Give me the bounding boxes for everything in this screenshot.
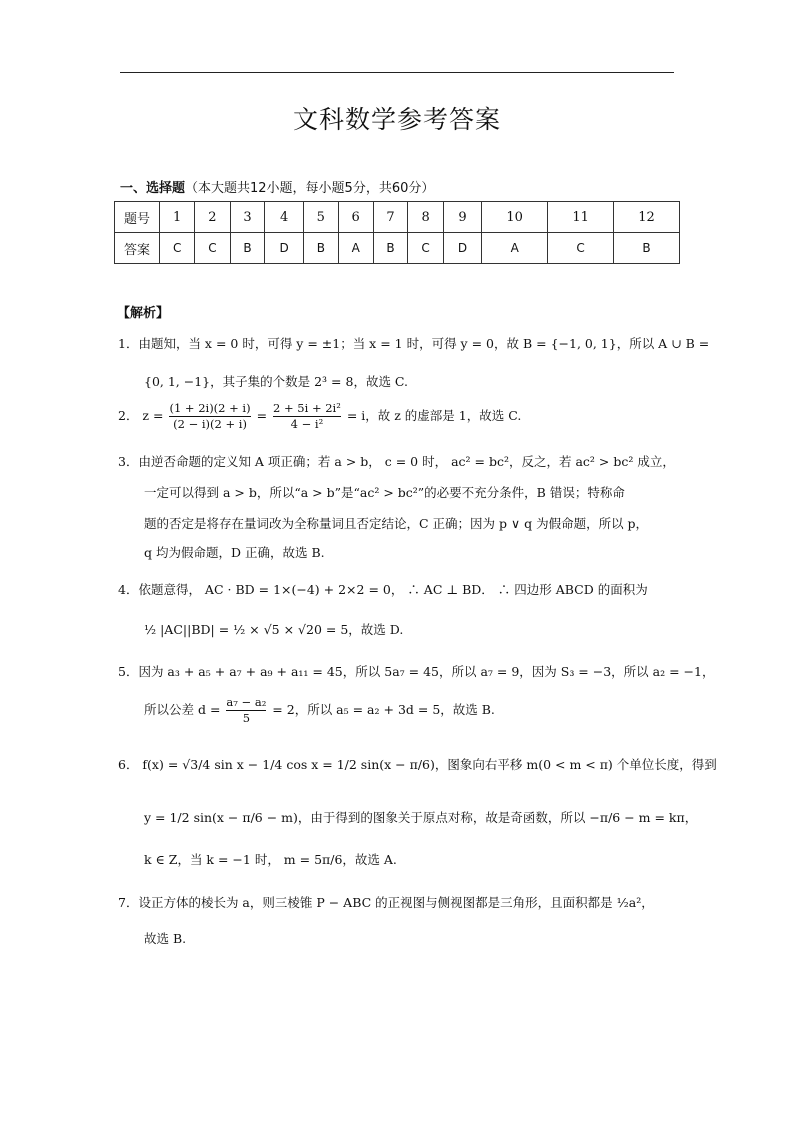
answer-cell: B (373, 233, 408, 264)
solution-1-line-1: 1．由题知，当 x = 0 时，可得 y = ±1；当 x = 1 时，可得 y = 0，故 B = {−1, 0, 1}，所以 A ∪ B = (118, 336, 710, 351)
solution-6-line-2: y = 1/2 sin(x − π/6 − m)，由于得到的图象关于原点对称，故是奇函数，所以 −π/6 − m = kπ， (144, 810, 698, 825)
solution-5-line-2 (144, 695, 495, 726)
question-number: 12 (614, 202, 680, 233)
row-label-number: 题号 (115, 202, 160, 233)
answer-cell: C (195, 233, 230, 264)
solution-6-line-3: k ∈ Z，当 k = −1 时， m = 5π/6，故选 A. (144, 852, 397, 867)
answer-table (114, 201, 680, 264)
question-number: 3 (230, 202, 265, 233)
solution-6-line-1: 6． f(x) = √3/4 sin x − 1/4 cos x = 1/2 sin(x − π/6)，图象向右平移 m(0 < m < π) 个单位长度，得到 (118, 757, 717, 772)
solution-2-rhs: = i，故 z 的虚部是 1，故选 C. (346, 408, 522, 423)
solution-2-lhs: 2． z = (118, 408, 164, 423)
answer-cell: A (482, 233, 548, 264)
question-number: 11 (548, 202, 614, 233)
solution-3-line-4: q 均为假命题，D 正确，故选 B. (144, 545, 325, 560)
solution-3-line-3: 题的否定是将存在量词改为全称量词且否定结论，C 正确；因为 p ∨ q 为假命题，所以 p， (144, 516, 649, 531)
fraction-numerator: (1 + 2i)(2 + i) (169, 401, 251, 415)
solution-1-line-2: {0, 1, −1}，其子集的个数是 2³ = 8，故选 C. (144, 374, 409, 389)
solution-4-line-1: 4．依题意得， AC · BD = 1×(−4) + 2×2 = 0， ∴ AC ⊥ BD． ∴ 四边形 ABCD 的面积为 (118, 582, 648, 597)
answer-cell: B (230, 233, 265, 264)
solution-5-lhs: 所以公差 d = (144, 702, 221, 717)
section-heading (120, 177, 434, 196)
question-number: 2 (195, 202, 230, 233)
solution-4-line-2: ½ |AC||BD| = ½ × √5 × √20 = 5，故选 D. (144, 622, 404, 637)
fraction (169, 401, 250, 432)
answer-cell: B (303, 233, 338, 264)
question-number: 9 (443, 202, 482, 233)
section-note: （本大题共12小题，每小题5分，共60分） (185, 181, 435, 196)
question-number: 5 (303, 202, 338, 233)
answer-cell: A (338, 233, 373, 264)
table-row-answers (115, 233, 680, 264)
fraction-denominator: (2 − i)(2 + i) (169, 416, 250, 432)
row-label-answer: 答案 (115, 233, 160, 264)
page-title: 文科数学参考答案 (292, 105, 501, 134)
fraction-numerator: a₇ − a₂ (226, 695, 267, 709)
solution-7-line-2: 故选 B. (144, 931, 187, 946)
section-title: 一、选择题 (120, 181, 186, 196)
analysis-heading: 【解析】 (117, 306, 170, 321)
header-rule (120, 72, 674, 73)
fraction-denominator: 5 (226, 710, 266, 726)
answer-cell: C (408, 233, 443, 264)
question-number: 10 (482, 202, 548, 233)
fraction-numerator: 2 + 5i + 2i² (273, 401, 341, 415)
answer-cell: C (160, 233, 195, 264)
table-row-numbers (115, 202, 680, 233)
fraction (226, 695, 266, 726)
question-number: 6 (338, 202, 373, 233)
solution-2: 2． z = $\frac{(1 + 2i)(2 + i)}{(2 - i)(2 + i)}$ = $\frac{\text{2 + 5i + 2i²}}{\text{4 − i²}}$ = i，故 z 的虚部是 1，故选 C. (118, 401, 522, 431)
solution-5-line-1: 5．因为 a₃ + a₅ + a₇ + a₉ + a₁₁ = 45，所以 5a₇ = 45，所以 a₇ = 9，因为 S₃ = −3，所以 a₂ = −1， (118, 664, 715, 679)
solution-5-rhs: = 2，所以 a₅ = a₂ + 3d = 5，故选 B. (272, 702, 495, 717)
answer-cell: C (548, 233, 614, 264)
answer-cell: B (614, 233, 680, 264)
solution-3-line-1: 3．由逆否命题的定义知 A 项正确；若 a > b， c = 0 时， ac² = bc²，反之，若 ac² > bc² 成立， (118, 454, 675, 469)
question-number: 8 (408, 202, 443, 233)
fraction-denominator: 4 − i² (273, 416, 341, 432)
solution-7-line-1: 7．设正方体的棱长为 a，则三棱锥 P − ABC 的正视图与侧视图都是三角形，且面积都是 ½a²， (118, 895, 654, 910)
question-number: 4 (265, 202, 304, 233)
answer-cell: D (265, 233, 304, 264)
answer-cell: D (443, 233, 482, 264)
question-number: 1 (160, 202, 195, 233)
fraction (273, 401, 341, 432)
question-number: 7 (373, 202, 408, 233)
solution-3-line-2: 一定可以得到 a > b，所以“a > b”是“ac² > bc²”的必要不充分条件，B 错误；特称命 (144, 485, 625, 500)
